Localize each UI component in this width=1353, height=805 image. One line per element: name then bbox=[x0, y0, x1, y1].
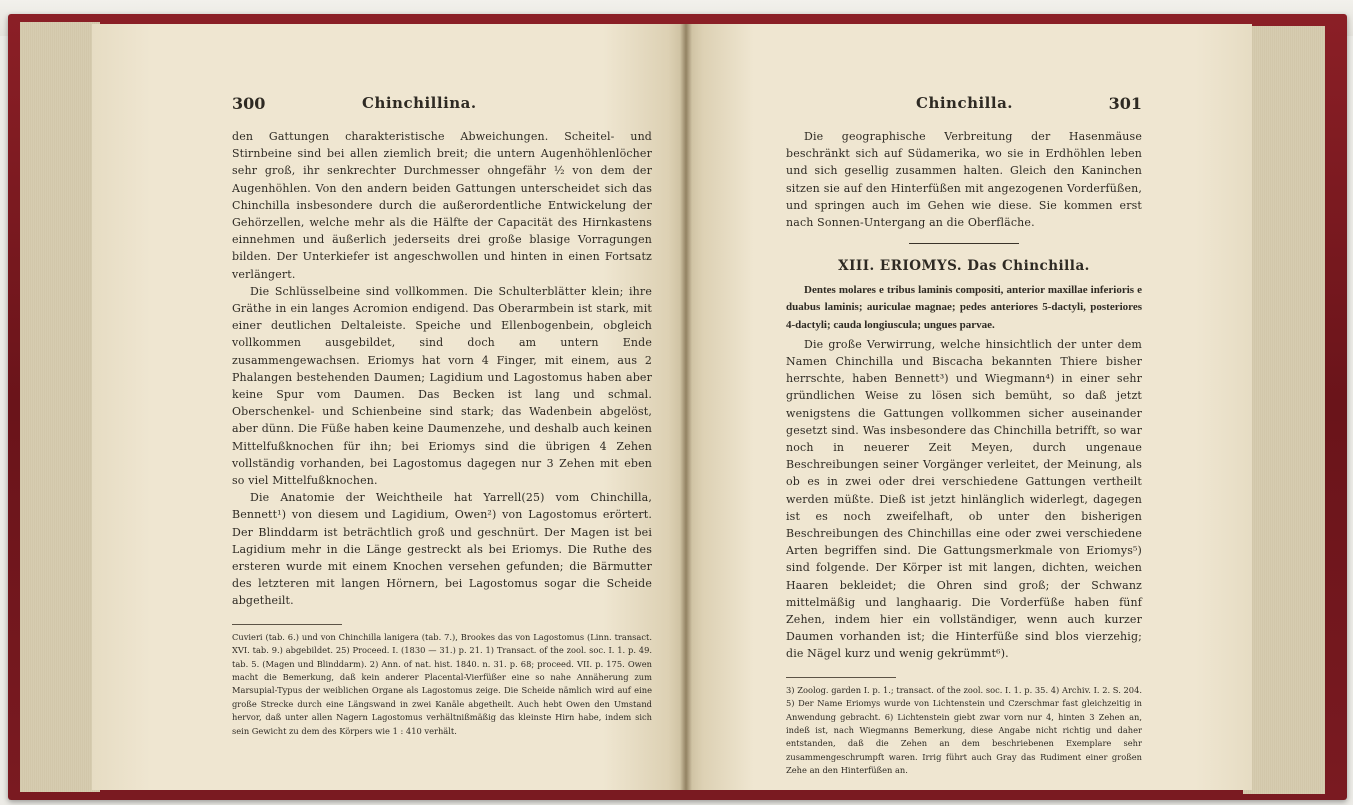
right-body-text-main bbox=[786, 336, 1142, 663]
right-footnote: 3) Zoolog. garden I. p. 1.; transact. of the zool. soc. I. 1. p. 35. 4) Archiv. I. 2. S. 204. 5) Der Name Eriomys wurde von Lichtenstein und Czerschmar fast gleichzeitig in Anwendung gebracht. 6) Lichtenstein giebt zwar vorn nur 4, hinten 3 Zehen an, indeß ist, nach Wiegmanns Bemerkung, diese Angabe nicht richtig und daher entstanden, daß die Zehen an dem beschriebenen Exemplare sehr zusammengeschrumpft waren. Irrig führt auch Gray das Rudiment einer großen Zehe an den Hinterfüßen an. bbox=[786, 684, 1142, 776]
right-page-number: 301 bbox=[1108, 94, 1142, 113]
right-running-title: Chinchilla. bbox=[916, 94, 1014, 112]
left-paragraph: Die Schlüsselbeine sind vollkommen. Die Schulterblätter klein; ihre Gräthe in ein langes Acromion endigend. Das Oberarmbein ist stark, mit einer deutlichen Deltaleiste. Speiche und Ellenbogenbein, obgleich vollkommen ausgebildet, sind doch am untern Ende zusammengewachsen. Eriomys hat vorn 4 Finger, mit einem, aus 2 Phalangen bestehenden Daumen; Lagidium und Lagostomus haben aber keine Spur vom Daumen. Das Becken ist lang und schmal. Oberschenkel- und Schienbeine sind stark; das Wadenbein abgelöst, aber dünn. Die Füße haben keine Daumenzehe, und deshalb auch keinen Mittelfußknochen für ihn; bei Eriomys sind die übrigen 4 Zehen vollständig vorhanden, bei Lagostomus dagegen nur 3 Zehen mit eben so viel Mittelfußknochen. bbox=[232, 284, 652, 488]
left-footnotes bbox=[232, 631, 652, 738]
right-page bbox=[686, 24, 1252, 790]
right-footnotes bbox=[786, 684, 1142, 778]
left-body-text bbox=[232, 128, 652, 610]
right-body-text bbox=[786, 128, 1142, 231]
left-footnote-rule bbox=[232, 624, 342, 625]
right-page-edges bbox=[1243, 26, 1325, 794]
right-intro-paragraph: Die geographische Verbreitung der Hasenmäuse beschränkt sich auf Südamerika, wo sie in Erdhöhlen leben und sich gesellig zusammen halten. Gleich den Kaninchen sitzen sie auf den Hinterfüßen mit angezogenen Vorderfüßen, und springen auch im Gehen wie diese. Sie kommen erst nach Sonnen-Untergang an die Oberfläche. bbox=[786, 130, 1142, 230]
left-page bbox=[92, 24, 686, 790]
left-footnote: Cuvieri (tab. 6.) und von Chinchilla lanigera (tab. 7.), Brookes das von Lagostomus (Linn. transact. XVI. tab. 9.) abgebildet. 25) Proceed. I. (1830 — 31.) p. 21. 1) Transact. of the zool. soc. I. 1. p. 49. tab. 5. (Magen und Blinddarm). 2) Ann. of nat. hist. 1840. n. 31. p. 68; proceed. VII. p. 175. Owen macht die Bemerkung, daß kein anderer Placental-Vierfüßer eine so nahe Annäherung zum Marsupial-Typus der weiblichen Organe als Lagostomus zeige. Die Scheide nämlich wird auf eine große Strecke durch eine Längswand in zwei Kanäle abgetheilt. Auch hebt Owen den Umstand hervor, daß unter allen Nagern Lagostomus verhältnißmäßig das kleinste Hirn habe, indem sich sein Gewicht zu dem des Körpers wie 1 : 410 verhält. bbox=[232, 631, 652, 736]
book-gutter bbox=[680, 24, 692, 790]
left-running-title: Chinchillina. bbox=[362, 94, 477, 112]
left-page-edges bbox=[20, 22, 100, 792]
right-footnote-rule bbox=[786, 677, 896, 678]
left-page-number: 300 bbox=[232, 94, 266, 113]
left-page-header bbox=[232, 94, 652, 118]
section-title: XIII. ERIOMYS. Das Chinchilla. bbox=[838, 258, 1090, 275]
left-paragraph: den Gattungen charakteristische Abweichungen. Scheitel- und Stirnbeine sind bei allen ziemlich breit; die untern Augenhöhlenlöcher sehr groß, ihr senkrechter Durchmesser ohngefähr ½ von dem der Augenhöhlen. Von den andern beiden Gattungen unterscheidet sich das Chinchilla insbesondere durch die außerordentliche Entwickelung der Gehörzellen, welche mehr als die Hälfte der Capacität des Hirnkastens einnehmen und äußerlich jederseits drei große blasige Vorragungen bilden. Der Unterkiefer ist angeschwollen und hinten in einen Fortsatz verlängert. bbox=[232, 130, 652, 281]
right-paragraph: Die große Verwirrung, welche hinsichtlich der unter dem Namen Chinchilla und Biscacha bekannten Thiere bisher herrschte, haben Bennett³) und Wiegmann⁴) in einer sehr gründlichen Weise zu lösen sich bemüht, so daß jetzt wenigstens die Gattungen vollkommen sicher auseinander gesetzt sind. Was insbesondere das Chinchilla betrifft, so war noch in neuerer Zeit Meyen, durch ungenaue Beschreibungen seiner Vorgänger verleitet, der Meinung, als ob es in zwei oder drei verschiedene Gattungen vertheilt werden müßte. Dieß ist jetzt hinlänglich widerlegt, dagegen ist es noch zweifelhaft, ob unter den bisherigen Beschreibungen des Chinchillas eine oder zwei verschiedene Arten begriffen sind. Die Gattungsmerkmale von Eriomys⁵) sind folgende. Der Körper ist mit langen, dichten, weichen Haaren bekleidet; die Ohren sind groß; der Schwanz mittelmäßig und langhaarig. Die Vorderfüße haben fünf Zehen, indem hier ein vollständiger, wenn auch kurzer Daumen vorhanden ist; die Hinterfüße sind blos vierzehig; die Nägel kurz und wenig gekrümmt⁶). bbox=[786, 337, 1142, 661]
right-page-header bbox=[786, 94, 1142, 118]
left-paragraph: Die Anatomie der Weichtheile hat Yarrell(25) vom Chinchilla, Bennett¹) von diesem und Lagidium, Owen²) von Lagostomus erörtert. Der Blinddarm ist beträchtlich groß und geschnürt. Der Magen ist bei Lagidium mehr in die Länge gestreckt als bei Eriomys. Die Ruthe des ersteren wurde mit einem Knochen versehen gefunden; die Bärmutter des letzteren mit langen Hörnern, bei Lagostomus sogar die Scheide abgetheilt. bbox=[232, 491, 652, 608]
latin-diagnosis: Dentes molares e tribus laminis compositi, anterior maxillae inferioris e duabus laminis; auriculae magnae; pedes anteriores 5-dactyli, posteriores 4-dactyli; cauda longiuscula; ungues parvae. bbox=[786, 284, 1142, 331]
section-divider bbox=[909, 243, 1019, 244]
